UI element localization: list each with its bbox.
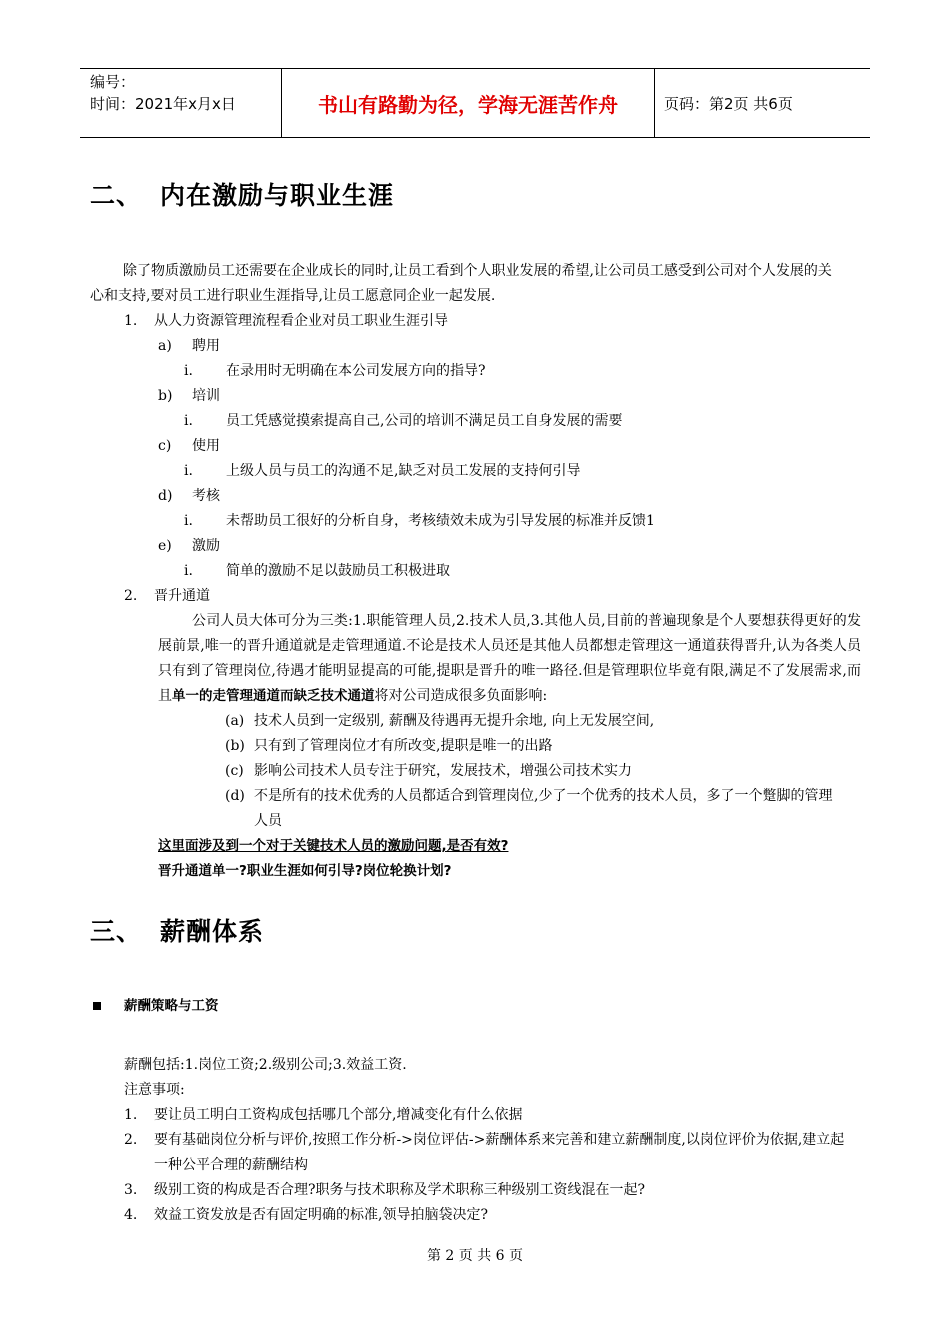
square-bullet-icon <box>93 1002 101 1010</box>
header-left-cell <box>80 69 280 137</box>
note-text: 要让员工明白工资构成包括哪几个部分,增减变化有什么依据 <box>154 1107 523 1123</box>
time-label: 时间：2021年x月x日 <box>90 95 236 113</box>
item-1-number: 1. <box>124 313 138 329</box>
salary-includes: 薪酬包括:1.岗位工资;2.级别公司;3.效益工资. <box>124 1057 407 1073</box>
subitem-label: 使用 <box>192 438 220 454</box>
promotion-text-part-2: 将对公司造成很多负面影响: <box>374 688 548 704</box>
subitem-letter: b) <box>158 388 173 404</box>
effect-text: 影响公司技术人员专注于研究，发展技术，增强公司技术实力 <box>254 763 632 779</box>
subitem-label: 培训 <box>192 388 220 404</box>
intro-line-2: 心和支持,要对员工进行职业生涯指导,让员工愿意同企业一起发展. <box>90 288 496 304</box>
question-1: 这里面涉及到一个对于关键技术人员的激励问题,是否有效? <box>158 838 509 854</box>
effect-mark: (c) <box>225 763 244 779</box>
header-motto: 书山有路勤为径，学海无涯苦作舟 <box>281 69 655 137</box>
note-number: 1. <box>124 1107 138 1123</box>
section-3-title: 薪酬体系 <box>160 917 265 946</box>
section-3-number: 三、 <box>90 917 143 946</box>
subitem-letter: d) <box>158 488 173 504</box>
note-text: 级别工资的构成是否合理?职务与技术职称及学术职称三种级别工资线混在一起? <box>154 1182 646 1198</box>
note-text-line-1: 要有基础岗位分析与评价,按照工作分析->岗位评估->薪酬体系来完善和建立薪酬制度,以岗位评价为依据,建立起 <box>154 1132 845 1148</box>
subitem-detail: 员工凭感觉摸索提高自己,公司的培训不满足员工自身发展的需要 <box>226 413 623 429</box>
section-2-title: 内在激励与职业生涯 <box>160 181 395 210</box>
subitem-roman: i. <box>184 413 193 429</box>
section-2-heading <box>90 176 394 212</box>
section-3-heading <box>90 912 264 948</box>
serial-label: 编号： <box>90 73 136 91</box>
effect-text-line-2: 人员 <box>254 813 282 829</box>
promotion-text-bold: 单一的走管理通道而缺乏技术通道 <box>172 688 375 704</box>
subitem-letter: c) <box>158 438 172 454</box>
subitem-label: 聘用 <box>192 338 220 354</box>
subitem-roman: i. <box>184 563 193 579</box>
header-page-label: 页码：第2页 共6页 <box>664 94 793 113</box>
item-2-text: 晋升通道 <box>154 588 210 604</box>
effect-mark: (a) <box>225 713 245 729</box>
effect-text: 只有到了管理岗位才有所改变,提职是唯一的出路 <box>254 738 553 754</box>
subitem-label: 考核 <box>192 488 220 504</box>
subitem-detail: 上级人员与员工的沟通不足,缺乏对员工发展的支持何引导 <box>226 463 581 479</box>
promotion-paragraph <box>158 609 861 709</box>
subitem-letter: a) <box>158 338 172 354</box>
note-number: 2. <box>124 1132 138 1148</box>
subitem-roman: i. <box>184 363 193 379</box>
subitem-letter: e) <box>158 538 172 554</box>
promotion-text-part-1: 公司人员大体可分为三类:1.职能管理人员,2.技术人员,3.其他人员,目前的普遍现象是个人要想获得更好的发展前景,唯一的晋升通道就是走管理通道.不论是技术人员还是其他人员都想走管理这一通道获得晋升,认为各类人员只有到了管理岗位,待遇才能明显提高的可能,提职是晋升的唯一路径.但是管理职位毕竟有限,满足不了发展需求,而且 <box>158 613 861 704</box>
notes-label: 注意事项: <box>124 1082 185 1098</box>
subitem-roman: i. <box>184 463 193 479</box>
effect-mark: (d) <box>225 788 245 804</box>
effect-text: 技术人员到一定级别, 薪酬及待遇再无提升余地, 向上无发展空间, <box>254 713 655 729</box>
sub-heading: 薪酬策略与工资 <box>124 998 219 1014</box>
effect-mark: (b) <box>225 738 245 754</box>
note-text: 效益工资发放是否有固定明确的标准,领导拍脑袋决定? <box>154 1207 488 1223</box>
note-number: 4. <box>124 1207 138 1223</box>
subitem-detail: 简单的激励不足以鼓励员工积极进取 <box>226 563 450 579</box>
intro-line-1: 除了物质激励员工还需要在企业成长的同时,让员工看到个人职业发展的希望,让公司员工感受到公司对个人发展的关 <box>123 263 832 279</box>
page-header <box>80 68 870 138</box>
item-1-text: 从人力资源管理流程看企业对员工职业生涯引导 <box>154 313 448 329</box>
question-2: 晋升通道单一?职业生涯如何引导?岗位轮换计划? <box>158 863 452 879</box>
item-2-number: 2. <box>124 588 138 604</box>
page-footer: 第 2 页 共 6 页 <box>426 1248 524 1264</box>
subitem-roman: i. <box>184 513 193 529</box>
note-number: 3. <box>124 1182 138 1198</box>
subitem-detail: 未帮助员工很好的分析自身，考核绩效未成为引导发展的标准并反馈1 <box>226 513 655 529</box>
subitem-label: 激励 <box>192 538 220 554</box>
section-2-number: 二、 <box>90 181 143 210</box>
effect-text-line-1: 不是所有的技术优秀的人员都适合到管理岗位,少了一个优秀的技术人员，多了一个蹩脚的管理 <box>254 788 833 804</box>
note-text-line-2: 一种公平合理的薪酬结构 <box>154 1157 308 1173</box>
subitem-detail: 在录用时无明确在本公司发展方向的指导? <box>226 363 486 379</box>
